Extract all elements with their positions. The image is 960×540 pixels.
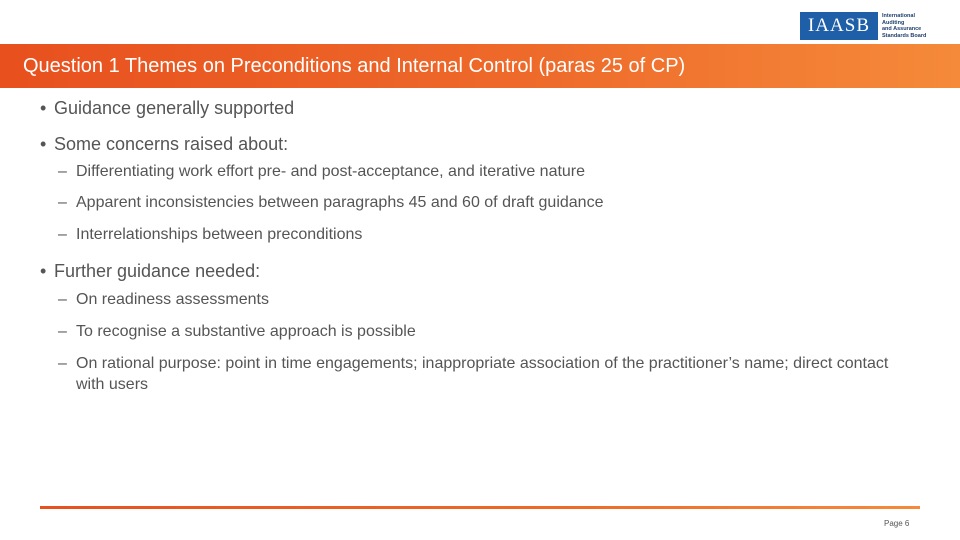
sub-bullet [58, 321, 920, 342]
sub-bullet [58, 224, 920, 245]
logo-acronym: IAASB [800, 12, 878, 40]
bullet-text: Some concerns raised about: [54, 134, 289, 154]
sub-bullet-text: On rational purpose: point in time engagements; inappropriate association of the practitioner’s name; direct contact with users [76, 355, 889, 393]
logo-line-1: International Auditing [882, 13, 916, 26]
bullet-further-guidance [40, 260, 920, 282]
logo-fullname [882, 13, 932, 39]
sub-bullet-mark: – [58, 163, 67, 180]
sub-bullet-mark: – [58, 194, 67, 211]
logo-line-3: Standards Board [882, 32, 927, 39]
sub-bullet [58, 289, 920, 310]
page-number: Page 6 [884, 519, 910, 528]
bullet-concerns [40, 133, 920, 155]
bullet-text: Guidance generally supported [54, 98, 295, 118]
slide-content [40, 96, 920, 395]
sub-bullet [58, 353, 920, 395]
iaasb-logo [800, 12, 932, 40]
sub-bullet-text: On readiness assessments [76, 291, 269, 308]
sub-bullet [58, 192, 920, 213]
sub-bullet [58, 161, 920, 182]
footer-divider [40, 506, 920, 509]
bullet-text: Further guidance needed: [54, 261, 261, 281]
bullet-mark: • [40, 134, 47, 154]
bullet-mark: • [40, 261, 47, 281]
logo-line-2: and Assurance [882, 26, 922, 32]
sub-bullet-mark: – [58, 291, 67, 308]
sub-bullet-text: Interrelationships between preconditions [76, 226, 363, 243]
bullet-guidance-supported [40, 97, 920, 119]
sub-bullet-text: Apparent inconsistencies between paragraphs 45 and 60 of draft guidance [76, 194, 604, 211]
sub-bullet-text: To recognise a substantive approach is possible [76, 323, 416, 340]
bullet-mark: • [40, 98, 47, 118]
sub-bullet-mark: – [58, 355, 67, 372]
title-bar [0, 44, 960, 88]
sub-bullet-text: Differentiating work effort pre- and post-acceptance, and iterative nature [76, 163, 586, 180]
sub-bullet-mark: – [58, 226, 67, 243]
sub-bullet-mark: – [58, 323, 67, 340]
slide-title: Question 1 Themes on Preconditions and Internal Control (paras 25 of CP) [23, 54, 686, 77]
